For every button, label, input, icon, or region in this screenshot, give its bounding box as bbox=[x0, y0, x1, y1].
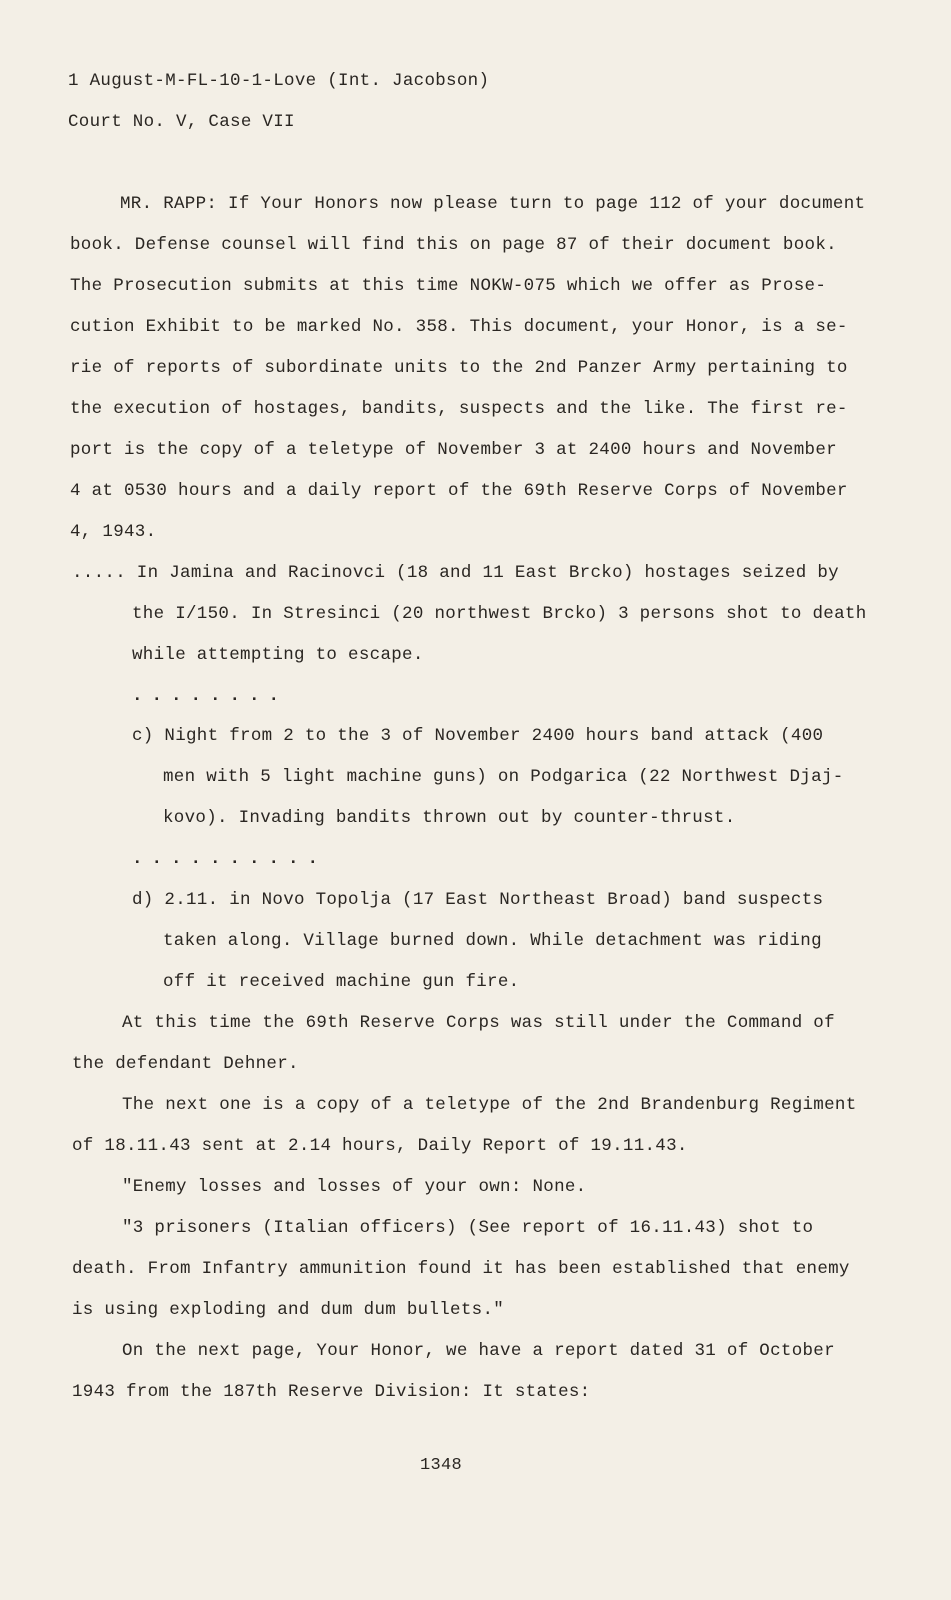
text-line: death. From Infantry ammunition found it has been established that enemy bbox=[72, 1259, 850, 1279]
text-line: The Prosecution submits at this time NOKW-075 which we offer as Prose- bbox=[70, 276, 827, 296]
text-line: The next one is a copy of a teletype of the 2nd Brandenburg Regiment bbox=[122, 1095, 857, 1115]
text-line: while attempting to escape. bbox=[132, 645, 424, 665]
text-line: "3 prisoners (Italian officers) (See report of 16.11.43) shot to bbox=[122, 1218, 814, 1238]
text-line: the execution of hostages, bandits, suspects and the like. The first re- bbox=[70, 399, 848, 419]
text-line: men with 5 light machine guns) on Podgarica (22 Northwest Djaj- bbox=[163, 767, 844, 787]
text-line: 1943 from the 187th Reserve Division: It states: bbox=[72, 1382, 591, 1402]
text-line: is using exploding and dum dum bullets." bbox=[72, 1300, 505, 1320]
text-line: book. Defense counsel will find this on page 87 of their document book. bbox=[70, 235, 837, 255]
page-number: 1348 bbox=[420, 1456, 463, 1475]
header-court-line: Court No. V, Case VII bbox=[68, 112, 295, 132]
text-line: the defendant Dehner. bbox=[72, 1054, 299, 1074]
text-line: MR. RAPP: If Your Honors now please turn to page 112 of your document bbox=[120, 194, 866, 214]
ellipsis-separator: .......... bbox=[132, 849, 328, 869]
text-line: On the next page, Your Honor, we have a report dated 31 of October bbox=[122, 1341, 835, 1361]
text-line: At this time the 69th Reserve Corps was still under the Command of bbox=[122, 1013, 835, 1033]
text-line: 4 at 0530 hours and a daily report of the 69th Reserve Corps of November bbox=[70, 481, 848, 501]
text-line: off it received machine gun fire. bbox=[163, 972, 520, 992]
quoted-losses-line: "Enemy losses and losses of your own: None. bbox=[122, 1177, 587, 1197]
header-session-line: 1 August-M-FL-10-1-Love (Int. Jacobson) bbox=[68, 71, 490, 91]
text-line: the I/150. In Stresinci (20 northwest Brcko) 3 persons shot to death bbox=[132, 604, 867, 624]
text-line: kovo). Invading bandits thrown out by counter-thrust. bbox=[163, 808, 736, 828]
text-line: taken along. Village burned down. While detachment was riding bbox=[163, 931, 822, 951]
text-line: of 18.11.43 sent at 2.14 hours, Daily Report of 19.11.43. bbox=[72, 1136, 688, 1156]
ellipsis-separator: ........ bbox=[132, 686, 289, 706]
text-line: port is the copy of a teletype of November 3 at 2400 hours and November bbox=[70, 440, 837, 460]
text-line: d) 2.11. in Novo Topolja (17 East Northeast Broad) band suspects bbox=[132, 890, 824, 910]
text-line: ..... In Jamina and Racinovci (18 and 11 East Brcko) hostages seized by bbox=[72, 563, 839, 583]
text-line: cution Exhibit to be marked No. 358. This document, your Honor, is a se- bbox=[70, 317, 848, 337]
text-line: rie of reports of subordinate units to the 2nd Panzer Army pertaining to bbox=[70, 358, 848, 378]
text-line: c) Night from 2 to the 3 of November 2400 hours band attack (400 bbox=[132, 726, 824, 746]
text-line: 4, 1943. bbox=[70, 522, 157, 542]
